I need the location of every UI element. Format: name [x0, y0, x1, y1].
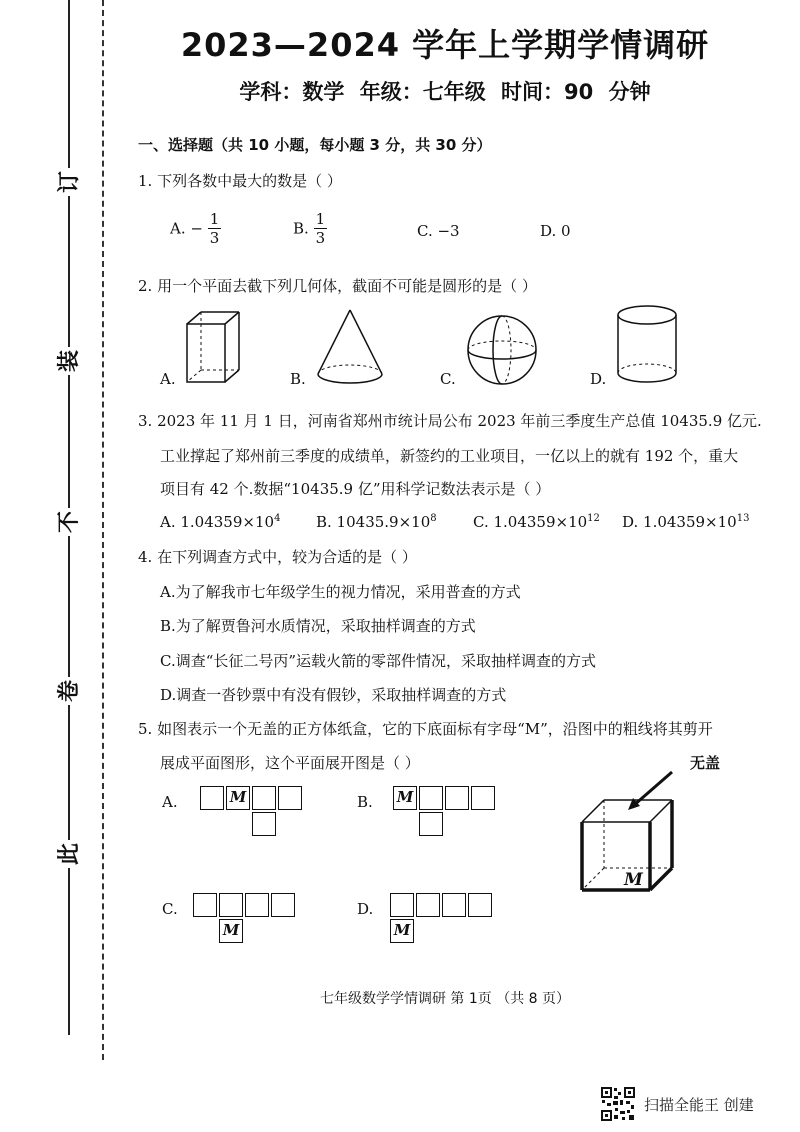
q2-stem: 2. 用一个平面去截下列几何体，截面不可能是圆形的是（ ） [138, 277, 537, 295]
net-d-m-cell: M [390, 919, 414, 943]
q1-option-a: A. − $\frac{1}{3}$ [170, 210, 220, 247]
binding-line-dashed [102, 0, 104, 1060]
q5-label-c: C. [162, 900, 178, 918]
q3-option-b: B. $10435.9\times 10^8$ [316, 513, 437, 531]
q3-stem-line1: 3. 2023 年 11 月 1 日，河南省郑州市统计局公布 2023 年前三季度生产总值 10435.9 亿元. [138, 412, 762, 430]
watermark-text: 扫描全能王 创建 [644, 1095, 754, 1114]
no-lid-label: 无盖 [690, 754, 721, 772]
q3-stem-line3: 项目有 42 个.数据“10435.9 亿”用科学记数法表示是（ ） [160, 480, 551, 498]
q1-option-c: C. −3 [417, 222, 460, 240]
q1-stem: 1. 下列各数中最大的数是（ ） [138, 172, 342, 190]
page-title: 2023—2024 学年上学期学情调研 [180, 26, 710, 64]
page-subtitle: 学科：数学 年级：七年级 时间：90 分钟 [239, 80, 651, 104]
margin-char-2: 装 [56, 347, 84, 375]
margin-char-5: 此 [56, 840, 84, 868]
margin-char-1: 订 [56, 168, 84, 196]
q1-option-b: B. $\frac{1}{3}$ [293, 210, 326, 247]
q3-option-d: D. $1.04359\times 10^{13}$ [622, 513, 750, 531]
q3-option-a: A. $1.04359\times 10^4$ [160, 513, 281, 531]
margin-char-3: 不 [56, 508, 84, 536]
scanner-watermark [600, 1086, 754, 1122]
q2-label-b: B. [290, 370, 306, 388]
section-title: 一、选择题（共 10 小题，每小题 3 分，共 30 分） [138, 136, 492, 154]
cone-icon [315, 308, 385, 388]
net-a-m-cell: M [226, 786, 250, 810]
q3-option-c: C. $1.04359\times 10^{12}$ [473, 513, 600, 531]
q4-option-d: D.调查一沓钞票中有没有假钞，采取抽样调查的方式 [160, 686, 507, 704]
net-b-m-cell: M [393, 786, 417, 810]
q5-label-a: A. [162, 793, 178, 811]
q2-label-d: D. [590, 370, 607, 388]
cylinder-icon [615, 303, 679, 385]
open-cube-m-label: M [624, 870, 643, 890]
q5-label-d: D. [357, 900, 374, 918]
net-c-m-cell: M [219, 919, 243, 943]
q5-stem-line2: 展成平面图形，这个平面展开图是（ ） [160, 754, 420, 772]
q1-option-d: D. 0 [540, 222, 571, 240]
cuboid-icon [185, 310, 245, 385]
q4-option-a: A.为了解我市七年级学生的视力情况，采用普查的方式 [160, 583, 521, 601]
q2-label-c: C. [440, 370, 456, 388]
q5-label-b: B. [357, 793, 373, 811]
q4-option-c: C.调查“长征二号丙”运载火箭的零部件情况，采取抽样调查的方式 [160, 652, 597, 670]
sphere-icon [465, 313, 539, 387]
page-footer: 七年级数学学情调研 第 1页 （共 8 页） [319, 991, 571, 1007]
q4-stem: 4. 在下列调查方式中，较为合适的是（ ） [138, 548, 417, 566]
margin-char-4: 卷 [56, 677, 84, 705]
q5-stem-line1: 5. 如图表示一个无盖的正方体纸盒，它的下底面标有字母“M”，沿图中的粗线将其剪开 [138, 720, 713, 738]
open-cube-icon [578, 770, 688, 896]
q4-option-b: B.为了解贾鲁河水质情况，采取抽样调查的方式 [160, 617, 476, 635]
qr-code-icon [600, 1086, 636, 1122]
q2-label-a: A. [160, 370, 176, 388]
q3-stem-line2: 工业撑起了郑州前三季度的成绩单，新签约的工业项目，一亿以上的就有 192 个，重大 [160, 447, 739, 465]
